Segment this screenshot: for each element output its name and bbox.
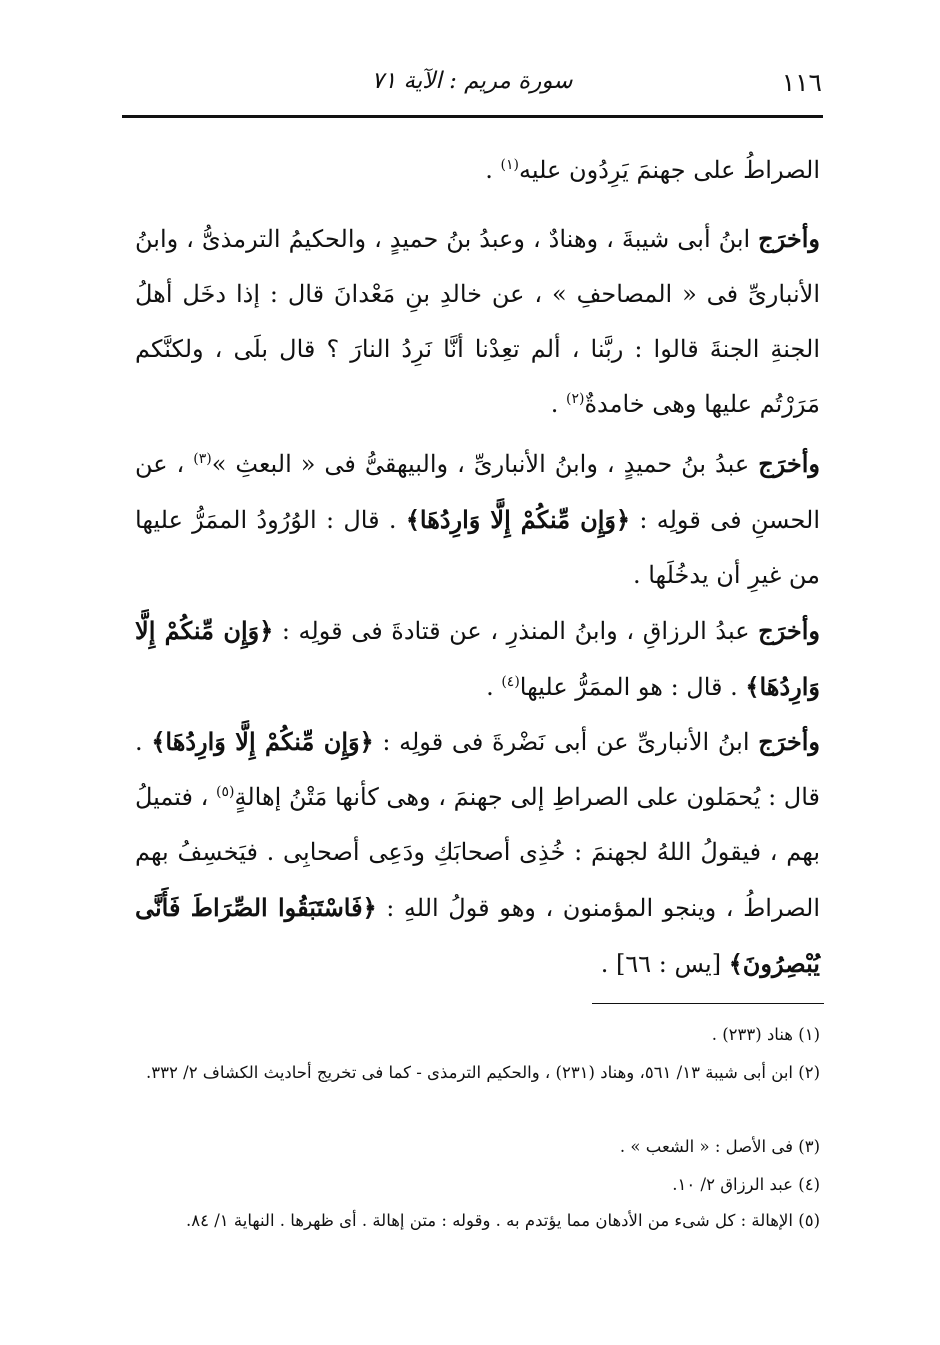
footnote-rule [592,1003,824,1004]
footnote-5: (٥) الإهالة : كل شىء من الأدهان مما يؤتدم به . وقوله : متن إهالة . أى ظهرها . النهاية ١/ ٨٤. [185,1211,820,1230]
footnote-3: (٣) فى الأصل : « الشعب » . [619,1137,820,1156]
footnote-1: (١) هناد (٢٣٣) . [711,1025,820,1044]
paragraph-lead-word: وأخرَج [758,449,821,478]
footnote-2: (٢) ابن أبى شيبة ١٣/ ٥٦١، وهناد (٢٣١) ، والحكيم الترمذى - كما فى تخريج أحاديث الكشاف ٢/ ٣٣٢. [146,1063,820,1082]
paragraph-2 [135,211,820,432]
paragraph-text: ، فتميلُ بهم ، فيقولُ اللهُ لجهنمَ : خُذِى أصحابَكِ ودَعِى أصحابِى . فيَخسِفُ بهم الصراطُ ، وينجو المؤمنون ، وهو قولُ اللهِ : [135,783,820,922]
paragraph-4 [135,603,820,715]
page-header [122,62,822,102]
paragraph-tail: . [550,390,566,418]
paragraph-1 [135,143,820,198]
paragraph-text: [يس : ٦٦] . [600,950,729,978]
page-number: ١١٦ [781,68,822,97]
paragraph-text: ابنُ الأنبارىِّ عن أبى نَضْرةَ فى قولِه : [373,728,759,756]
paragraph-text: عبدُ الرزاقِ ، وابنُ المنذرِ ، عن قتادةَ فى قولِه : [273,617,759,645]
footnote-ref-2: (٢) [565,391,585,407]
footnote-ref-5: (٥) [216,784,235,800]
quran-quote: ﴿وَإِن مِّنكُمْ إِلَّا وَارِدُهَا﴾ [151,727,374,756]
paragraph-lead-word: وأخرَج [758,727,821,756]
quran-quote: ﴿وَإِن مِّنكُمْ إِلَّا وَارِدُهَا﴾ [135,616,820,701]
paragraph-tail: . [485,156,501,184]
quran-quote: ﴿وَإِن مِّنكُمْ إِلَّا وَارِدُهَا﴾ [405,505,631,534]
footnote-4: (٤) عبد الرزاق ٢/ ١٠. [672,1175,820,1194]
footnote-ref-1: (١) [500,157,519,173]
paragraph-text: الصراطُ على جهنمَ يَرِدُون عليه [519,156,820,184]
footnote-ref-3: (٣) [193,451,212,467]
paragraph-text: عبدُ بنُ حميدٍ ، وابنُ الأنبارىِّ ، والبيهقىُّ فى « البعثِ » [211,450,759,478]
header-rule [122,115,823,118]
running-title: سورة مريم : الآية ٧١ [371,68,573,94]
paragraph-lead-word: وأخرَج [758,616,820,645]
paragraph-3 [135,436,820,603]
paragraph-text: . قال : هو الممَرُّ عليها [519,673,746,701]
footnote-ref-4: (٤) [501,674,520,690]
quran-quote: ﴿فَاسْتَبَقُوا الصِّرَاطَ فَأَنَّى يُبْصِرُونَ﴾ [135,893,820,978]
paragraph-text: ، عن الحسنِ فى قولِه : [135,450,821,534]
paragraph-5 [135,714,820,992]
paragraph-text: . قال : الوُرُودُ الممَرُّ عليها من غيرِ أن يدخُلَها . [135,506,820,589]
paragraph-text: . قال : يُحمَلون على الصراطِ إلى جهنمَ ، وهى كأنها مَتْنُ إهالةٍ [135,728,821,811]
paragraph-lead-word: وأخرَج [758,224,820,253]
paragraph-text: ابنُ أبى شيبةَ ، وهنادٌ ، وعبدُ بنُ حميدٍ ، والحكيمُ الترمذىُّ ، وابنُ الأنبارىِّ فى « المصاحفِ » ، عن خالدِ بنِ مَعْدانَ قال : إذا دخَل أهلُ الجنةِ الجنةَ قالوا : ربَّنا ، ألم تعِدْنا أنَّا نَرِدُ النارَ ؟ قال بلَى ، ولكنَّكم مَرَرْتُم عليها وهى خامدةٌ [135,225,820,418]
paragraph-tail: . [486,673,502,701]
